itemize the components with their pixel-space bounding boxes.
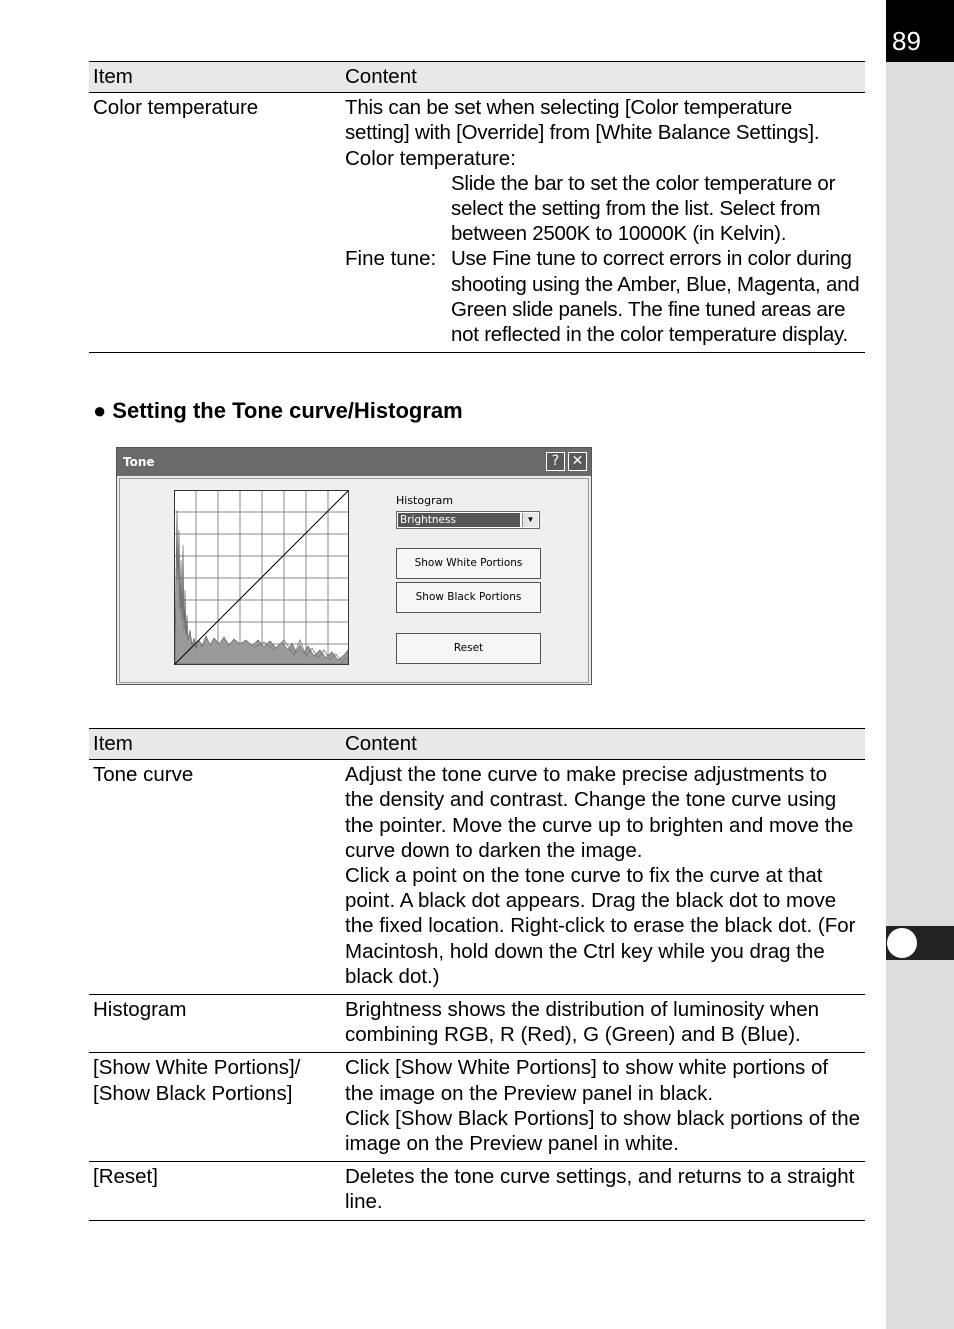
content-paragraph: Adjust the tone curve to make precise adjustments to the density and contrast. Change the tone curve using the pointer. Move the curve up to brighten and move the curve down to darken the image. [345,763,854,862]
content-intro: This can be set when selecting [Color temperature setting] with [Override] from [White Balance Settings]. [345,96,820,145]
table-row [89,760,865,995]
content-paragraph: Click [Show White Portions] to show white portions of the image on the Preview panel in black. [345,1056,829,1105]
content-paragraph: Click [Show Black Portions] to show black portions of the image on the Preview panel in white. [345,1106,861,1156]
row-item: Histogram [89,995,341,1053]
header-content: Content [341,729,865,760]
table-header-row [89,62,865,93]
section-heading [93,397,463,425]
chapter-sidebar [886,0,954,1329]
histogram-select[interactable] [396,511,540,529]
table-row [89,995,865,1053]
page-number: 89 [892,26,921,56]
row-item: Color temperature [89,93,341,353]
row-content: Deletes the tone curve settings, and returns to a straight line. [341,1162,865,1220]
show-black-portions-button[interactable]: Show Black Portions [396,582,541,613]
histogram-label: Histogram [396,494,454,507]
table-row [89,1053,865,1162]
header-item: Item [89,729,341,760]
row-content [341,1053,865,1162]
table-row [89,93,865,353]
histogram-selected-value: Brightness [398,513,520,527]
color-temperature-table [89,61,865,353]
table-row [89,1162,865,1220]
row-content [341,760,865,995]
reset-button[interactable]: Reset [396,633,541,664]
term-color-temperature: Color temperature: [345,146,516,170]
row-item: [Reset] [89,1162,341,1220]
header-item: Item [89,62,341,93]
tone-settings-table [89,728,865,1221]
help-icon[interactable]: ? [546,452,565,471]
chapter-tab-circle [887,928,917,958]
show-white-portions-button[interactable]: Show White Portions [396,548,541,579]
chevron-down-icon[interactable]: ▼ [522,513,538,527]
dialog-title: Tone [123,455,155,469]
bullet-icon: ● [93,398,107,423]
item-line: [Show White Portions]/ [93,1056,301,1080]
heading-text: Setting the Tone curve/Histogram [112,398,463,423]
table-header-row [89,729,865,760]
row-item [89,1053,341,1162]
row-content: Brightness shows the distribution of luminosity when combining RGB, R (Red), G (Green) and B (Blue). [341,995,865,1053]
header-content: Content [341,62,865,93]
dialog-titlebar [117,448,591,476]
row-content [341,93,865,353]
definition-text: Use Fine tune to correct errors in color during shooting using the Amber, Blue, Magenta, and Green slide panels. The fine tuned areas are not reflected in the color temperature display. [451,247,860,347]
item-line: [Show Black Portions] [93,1081,293,1105]
tone-dialog [116,447,592,685]
close-icon[interactable]: ✕ [568,452,587,471]
definition-color-temperature [345,171,861,247]
tone-curve-graph[interactable] [174,490,350,666]
term-fine-tune: Fine tune: [345,247,437,271]
content-paragraph: Click a point on the tone curve to fix the curve at that point. A black dot appears. Drag the black dot to move the fixed location. Right-click to erase the black dot. (For Macintosh, hold down the Ctrl key while you drag the black dot.) [345,864,856,988]
definition-text: Slide the bar to set the color temperature or select the setting from the list. Select from between 2500K to 10000K (in Kelvin). [451,171,836,246]
definition-fine-tune [345,246,861,347]
row-item: Tone curve [89,760,341,995]
